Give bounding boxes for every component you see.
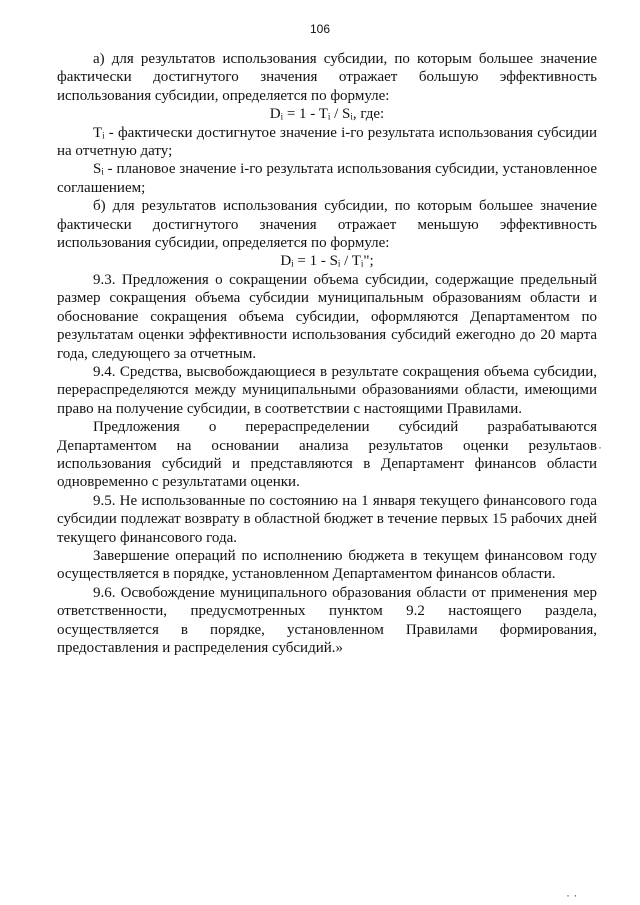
scan-speck: · · (566, 888, 578, 902)
clause-9-6: 9.6. Освобождение муниципального образования области от применения мер ответственности, предусмотренных пунктом 9.2 настоящего раздела, осуществляется в порядке, установленном Правилами формирования, предоставления и распределения субсидий.» (57, 584, 597, 656)
formula-2: Dᵢ = 1 - Sᵢ / Tᵢ"; (280, 253, 374, 270)
paragraph-a: а) для результатов использования субсидии, по которым большее значение фактически достигнутого значения отражает большую эффективность использования субсидии, определяется по формуле: (57, 51, 597, 104)
paragraph-b: б) для результатов использования субсидии, по которым большее значение фактически достигнутого значения отражает меньшую эффективность использования субсидии, определяется по формуле: (57, 198, 597, 252)
clause-9-5-continued: Завершение операций по исполнению бюджета в текущем финансовом году осуществляется в порядке, установленном Департаментом финансов области. (57, 547, 597, 583)
formula-1: Dᵢ = 1 - Tᵢ / Sᵢ, где: (269, 106, 385, 123)
document-body (57, 50, 597, 657)
definition-t: Tᵢ - фактически достигнутое значение i-го результата использования субсидии на отчетную дату; (57, 124, 597, 160)
clause-9-4-continued: Предложения о перераспределении субсидий разрабатываются Департаментом на основании анализа результатов оценки результаов использования субсидий и представляются в Департамент финансов области одновременно с результатами оценки. (57, 419, 597, 491)
clause-9-5: 9.5. Не использованные по состоянию на 1 января текущего финансового года субсидии подлежат возврату в областной бюджет в течение первых 15 рабочих дней текущего финансового года. (57, 492, 597, 546)
clause-9-4: 9.4. Средства, высвобождающиеся в результате сокращения объема субсидии, перераспределяются между муниципальными образованиями области, имеющими право на получение субсидии, в соответствии с настоящими Правилами. (57, 363, 597, 417)
clause-9-3: 9.3. Предложения о сокращении объема субсидии, содержащие предельный размер сокращения объема субсидии муниципальным образованиям области и обоснование сокращения объема субсидии, оформляются Департаментом по результатам оценки эффективности использования субсидий ежегодно до 20 марта года, следующего за отчетным. (57, 271, 597, 362)
page-number: 106 (309, 22, 331, 36)
scan-speck: · (598, 440, 602, 454)
definition-s: Sᵢ - плановое значение i-го результата использования субсидии, установленное соглашением; (57, 161, 597, 196)
